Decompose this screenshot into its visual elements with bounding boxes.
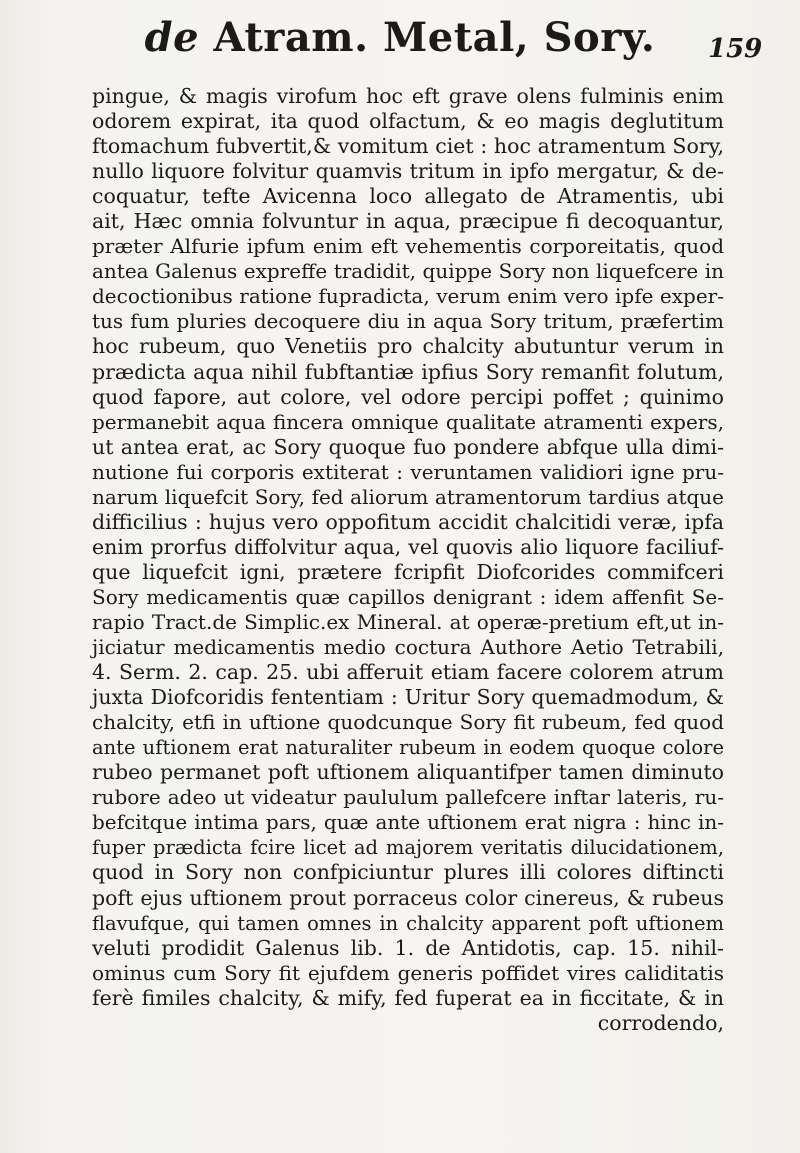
text-line: enim prorfus diffolvitur aqua, vel quovis alio liquore faciliuf- — [92, 534, 724, 559]
text-line: permanebit aqua fincera omnique qualitate atramenti expers, — [92, 409, 724, 434]
page-number: 159 — [708, 34, 763, 64]
text-line: coquatur, tefte Avicenna loco allegato de Atramentis, ubi — [92, 184, 724, 209]
running-head-lead: de — [144, 14, 200, 61]
text-line: rubeo permanet poft uftionem aliquantifper tamen diminuto — [92, 760, 724, 785]
text-line: hoc rubeum, quo Venetiis pro chalcity abutuntur verum in — [92, 334, 724, 359]
text-line: tus fum pluries decoquere diu in aqua Sory tritum, præfertim — [92, 309, 724, 334]
text-line: rapio Tract.de Simplic.ex Mineral. at operæ-pretium eft,ut in- — [92, 609, 724, 634]
text-line: ut antea erat, ac Sory quoque fuo pondere abfque ulla dimi- — [92, 434, 724, 459]
text-line: 4. Serm. 2. cap. 25. ubi afferuit etiam facere colorem atrum — [92, 660, 724, 685]
text-line: quod in Sory non confpiciuntur plures illi colores diftincti — [92, 860, 724, 885]
text-line: quod fapore, aut colore, vel odore percipi poffet ; quinimo — [92, 384, 724, 409]
text-line: nutione fui corporis extiterat : veruntamen validiori igne pru- — [92, 459, 724, 484]
text-line: jiciatur medicamentis medio coctura Authore Aetio Tetrabili, — [92, 635, 724, 660]
running-head — [120, 12, 680, 64]
text-line: præter Alfurie ipfum enim eft vehementis corporeitatis, quod — [92, 234, 724, 259]
text-line: fuper prædicta fcire licet ad majorem veritatis dilucidationem, — [92, 836, 724, 860]
text-line: prædicta aqua nihil fubftantiæ ipfius Sory remanfit folutum, — [92, 359, 724, 384]
text-line: Sory medicamentis quæ capillos denigrant : idem affenfit Se- — [92, 584, 724, 609]
text-line: antea Galenus expreffe tradidit, quippe Sory non liquefcere in — [92, 259, 724, 284]
text-line: befcitque intima pars, quæ ante uftionem erat nigra : hinc in- — [92, 810, 724, 835]
text-line: veluti prodidit Galenus lib. 1. de Antidotis, cap. 15. nihil- — [92, 935, 724, 960]
body-text — [92, 84, 724, 1036]
text-line: ftomachum fubvertit,& vomitum ciet : hoc atramentum Sory, — [92, 134, 724, 159]
text-line: que liquefcit igni, prætere fcripfit Diofcorides commifceri — [92, 559, 724, 584]
running-head-title: Atram. Metal, Sory. — [213, 14, 656, 61]
text-line: odorem expirat, ita quod olfactum, & eo magis deglutitum — [92, 109, 724, 134]
text-line: corrodendo, — [597, 1010, 724, 1035]
text-line: ante uftionem erat naturaliter rubeum in eodem quoque colore — [92, 736, 724, 760]
text-line: pingue, & magis virofum hoc eft grave olens fulminis enim — [92, 84, 724, 108]
text-line: poft ejus uftionem prout porraceus color cinereus, & rubeus — [92, 885, 724, 910]
text-line: chalcity, etfi in uftione quodcunque Sory fit rubeum, fed quod — [92, 710, 724, 735]
text-line: ominus cum Sory fit ejufdem generis poffidet vires caliditatis — [92, 960, 724, 985]
text-line: difficilius : hujus vero oppofitum accidit chalcitidi veræ, ipfa — [92, 509, 724, 534]
text-line: decoctionibus ratione fupradicta, verum enim vero ipfe exper- — [92, 284, 724, 309]
text-line: ait, Hæc omnia folvuntur in aqua, præcipue fi decoquantur, — [92, 209, 724, 234]
text-line: nullo liquore folvitur quamvis tritum in ipfo mergatur, & de- — [92, 159, 724, 184]
text-line: juxta Diofcoridis fententiam : Uritur Sory quemadmodum, & — [92, 685, 724, 710]
text-line: ferè fimiles chalcity, & mify, fed fuperat ea in ficcitate, & in — [92, 985, 724, 1010]
text-line: rubore adeo ut videatur paululum pallefcere inftar lateris, ru- — [92, 785, 724, 810]
text-line: narum liquefcit Sory, fed aliorum atramentorum tardius atque — [92, 484, 724, 509]
text-line: flavufque, qui tamen omnes in chalcity apparent poft uftionem — [92, 911, 724, 935]
